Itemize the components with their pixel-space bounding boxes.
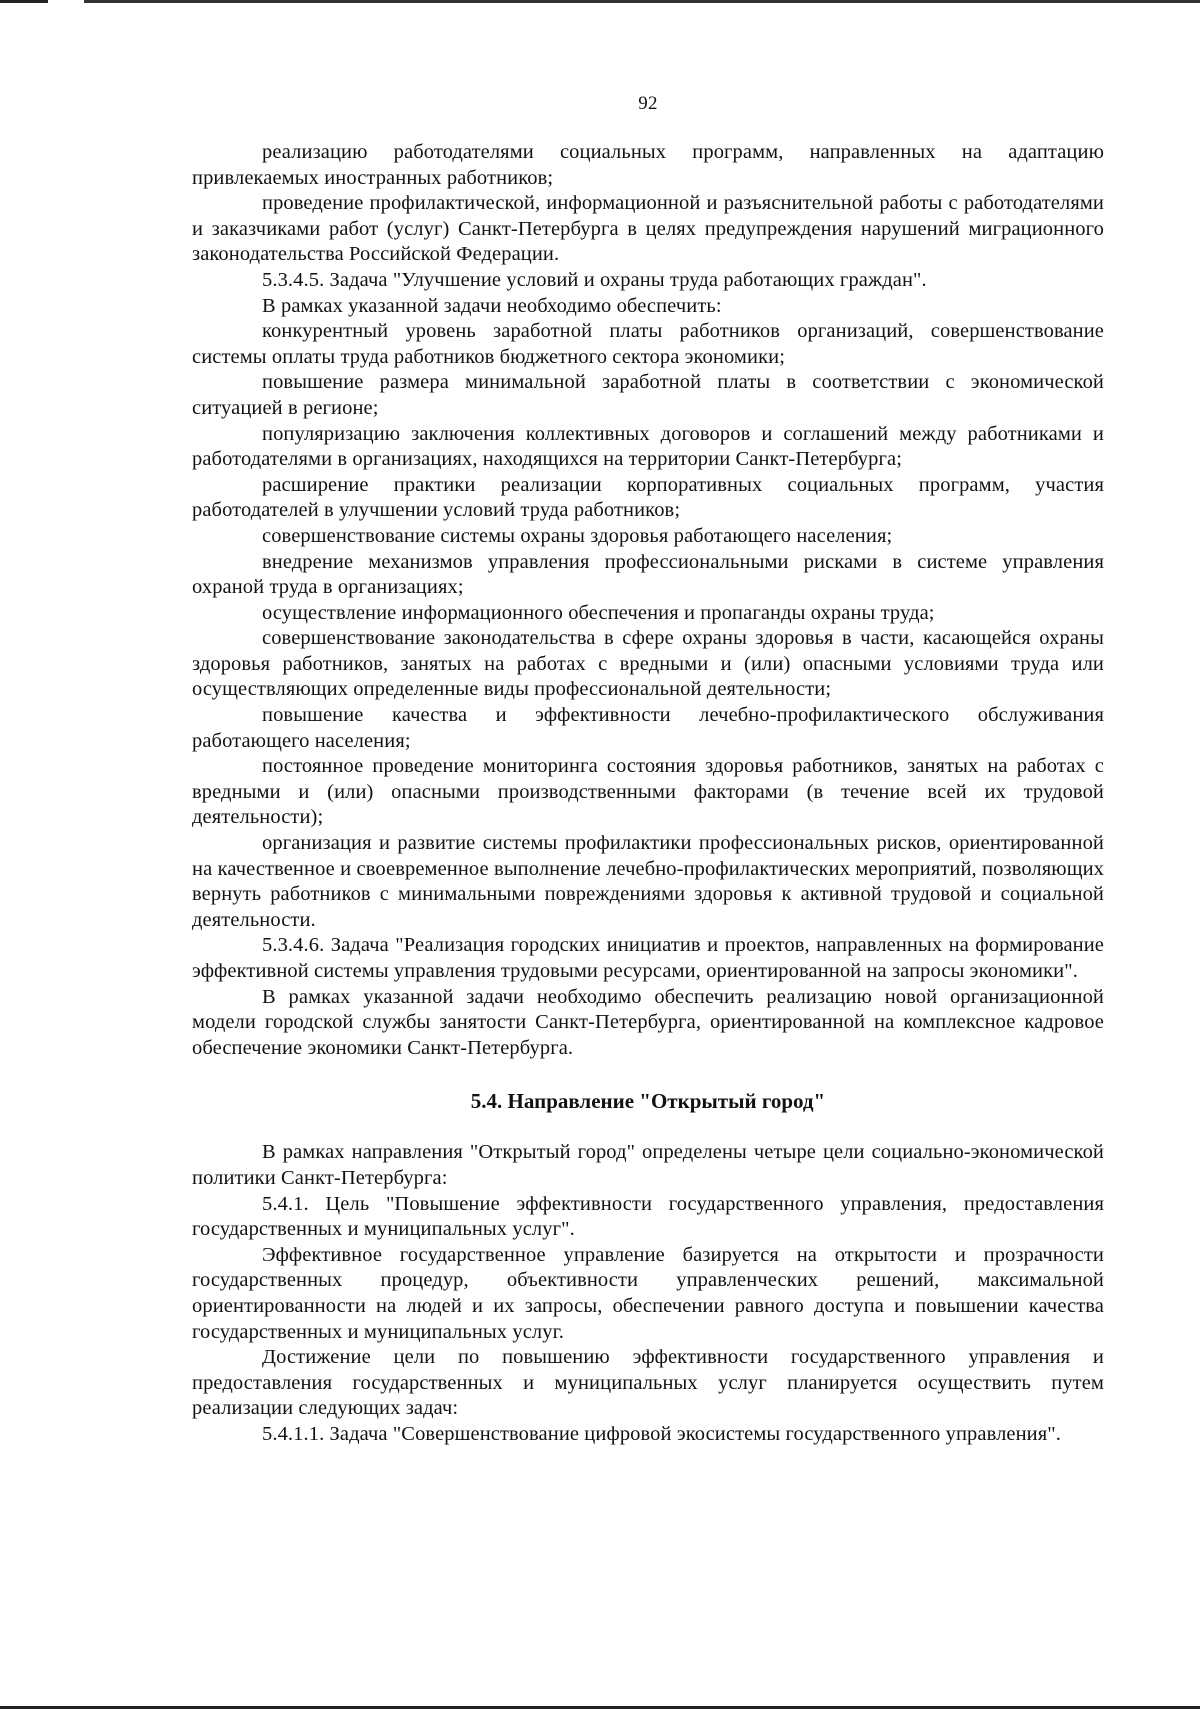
paragraph: осуществление информационного обеспечения и пропаганды охраны труда; <box>262 601 935 624</box>
paragraph: В рамках направления "Открытый город" определены четыре цели социально-экономической политики Санкт-Петербурга: <box>192 1141 1104 1189</box>
task-paragraph: 5.3.4.6. Задача "Реализация городских инициатив и проектов, направленных на формирование эффективной системы управления трудовыми ресурсами, ориентированной на запросы экономики". <box>192 934 1104 982</box>
paragraph: конкурентный уровень заработной платы работников организаций, совершенствование системы оплаты труда работников бюджетного сектора экономики; <box>192 320 1104 368</box>
body-text-after <box>192 1140 1104 1447</box>
section-heading: 5.4. Направление "Открытый город" <box>470 1089 826 1114</box>
paragraph: Достижение цели по повышению эффективности государственного управления и предоставления государственных и муниципальных услуг планируется осуществить путем реализации следующих задач: <box>192 1346 1104 1420</box>
paragraph: реализацию работодателями социальных программ, направленных на адаптацию привлекаемых иностранных работников; <box>192 141 1104 189</box>
paragraph: совершенствование системы охраны здоровья работающего населения; <box>262 524 893 547</box>
paragraph: совершенствование законодательства в сфере охраны здоровья в части, касающейся охраны здоровья работников, занятых на работах с вредными и (или) опасными условиями труда или осуществляющих определенные виды профессиональной деятельности; <box>192 627 1104 701</box>
paragraph: проведение профилактической, информационной и разъяснительной работы с работодателями и заказчиками работ (услуг) Санкт-Петербурга в целях предупреждения нарушений миграционного законодательства Российской Федерации. <box>192 192 1104 266</box>
document-page <box>192 92 1104 1448</box>
paragraph: расширение практики реализации корпоративных социальных программ, участия работодателей в улучшении условий труда работников; <box>192 473 1104 522</box>
task-paragraph: 5.3.4.5. Задача "Улучшение условий и охраны труда работающих граждан". <box>262 268 927 291</box>
paragraph: В рамках указанной задачи необходимо обеспечить: <box>262 294 722 317</box>
paragraph: В рамках указанной задачи необходимо обеспечить реализацию новой организационной модели городской службы занятости Санкт-Петербурга, ориентированной на комплексное кадровое обеспечение экономики Санкт-Петербурга. <box>192 985 1104 1059</box>
paragraph: организация и развитие системы профилактики профессиональных рисков, ориентированной на качественное и своевременное выполнение лечебно-профилактических мероприятий, позволяющих вернуть работников с минимальными повреждениями здоровья к активной трудовой и социальной деятельности. <box>192 832 1104 931</box>
paragraph: повышение размера минимальной заработной платы в соответствии с экономической ситуацией в регионе; <box>192 371 1104 419</box>
paragraph: внедрение механизмов управления профессиональными рисками в системе управления охраной труда в организациях; <box>192 550 1104 599</box>
paragraph: Эффективное государственное управление базируется на открытости и прозрачности государственных процедур, объективности управленческих решений, максимальной ориентированности на людей и их запросы, обеспечении равного доступа и повышении качества государственных и муниципальных услуг. <box>192 1243 1104 1343</box>
scan-edge-top <box>0 0 1200 3</box>
paragraph: постоянное проведение мониторинга состояния здоровья работников, занятых на работах с вредными и (или) опасными производственными факторами (в течение всей их трудовой деятельности); <box>192 755 1104 829</box>
task-paragraph: 5.4.1.1. Задача "Совершенствование цифровой экосистемы государственного управления". <box>262 1422 1061 1445</box>
paragraph: популяризацию заключения коллективных договоров и соглашений между работниками и работодателями в организациях, находящихся на территории Санкт-Петербурга; <box>192 422 1104 471</box>
body-text-before <box>192 140 1104 1061</box>
page-number: 92 <box>638 93 658 114</box>
goal-paragraph: 5.4.1. Цель "Повышение эффективности государственного управления, предоставления государственных и муниципальных услуг". <box>192 1192 1104 1241</box>
paragraph: повышение качества и эффективности лечебно-профилактического обслуживания работающего населения; <box>192 704 1104 752</box>
